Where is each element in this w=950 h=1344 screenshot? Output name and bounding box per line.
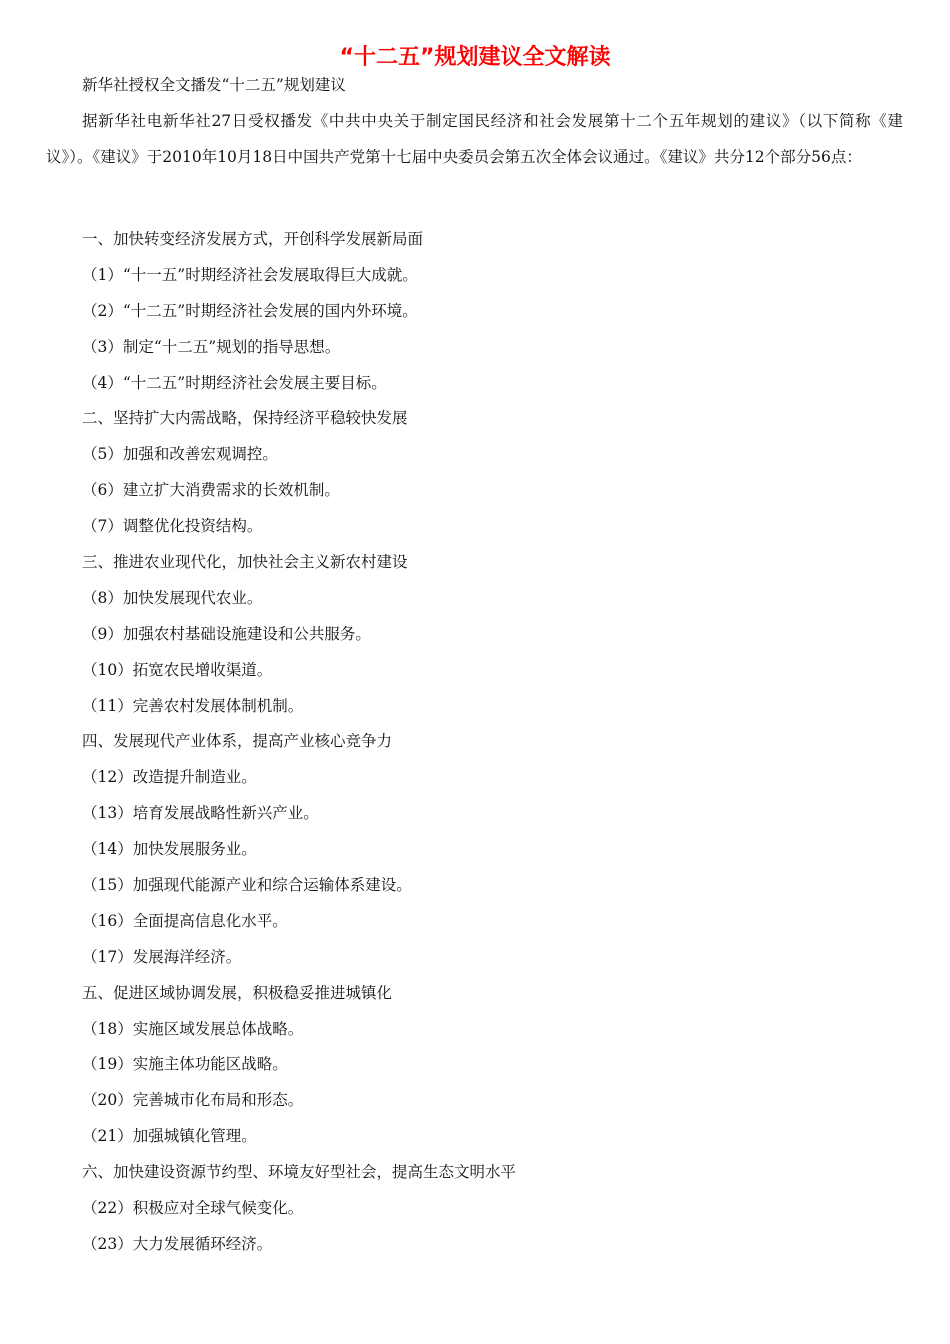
outline-item: （12）改造提升制造业。 [82, 768, 257, 787]
outline-item: （23）大力发展循环经济。 [82, 1234, 273, 1253]
section-heading: 一、加快转变经济发展方式，开创科学发展新局面 [82, 230, 424, 248]
outline-item: （1）“十一五”时期经济社会发展取得巨大成就。 [82, 265, 418, 284]
section-heading: 六、加快建设资源节约型、环境友好型社会，提高生态文明水平 [82, 1163, 517, 1182]
outline-item: （21）加强城镇化管理。 [82, 1127, 257, 1146]
outline-item: （19）实施主体功能区战略。 [82, 1055, 288, 1074]
outline-item: （9）加强农村基础设施建设和公共服务。 [82, 624, 371, 643]
outline-item: （2）“十二五”时期经济社会发展的国内外环境。 [82, 301, 418, 320]
outline-item: （13）培育发展战略性新兴产业。 [82, 804, 319, 823]
document-title: “十二五”规划建议全文解读 [339, 45, 611, 70]
outline-item: （16）全面提高信息化水平。 [82, 911, 288, 930]
outline-item: （4）“十二五”时期经济社会发展主要目标。 [82, 373, 387, 392]
outline-item: （3）制定“十二五”规划的指导思想。 [82, 337, 341, 356]
section-heading: 二、坚持扩大内需战略，保持经济平稳较快发展 [82, 409, 408, 428]
section-heading: 五、促进区域协调发展，积极稳妥推进城镇化 [82, 983, 393, 1002]
outline-item: （20）完善城市化布局和形态。 [82, 1091, 304, 1110]
outline-item: （22）积极应对全球气候变化。 [82, 1199, 304, 1218]
outline-item: （5）加强和改善宏观调控。 [82, 445, 278, 464]
outline-item: （6）建立扩大消费需求的长效机制。 [82, 481, 340, 500]
outline-item: （15）加强现代能源产业和综合运输体系建设。 [82, 876, 412, 895]
section-heading: 四、发展现代产业体系，提高产业核心竞争力 [82, 732, 393, 751]
outline-item: （10）拓宽农民增收渠道。 [82, 660, 273, 679]
outline-item: （8）加快发展现代农业。 [82, 588, 263, 607]
section-heading: 三、推进农业现代化，加快社会主义新农村建设 [82, 553, 408, 572]
outline-item: （14）加快发展服务业。 [82, 840, 257, 859]
outline-item: （17）发展海洋经济。 [82, 947, 242, 966]
intro-paragraph: 据新华社电新华社27日受权播发《中共中央关于制定国民经济和社会发展第十二个五年规划的建议》（以下简称《建议》）。《建议》于2010年10月18日中国共产党第十七届中央委员会第五次全体会议通过。《建议》共分12个部分56点： [46, 112, 903, 166]
outline-item: （11）完善农村发展体制机制。 [82, 696, 304, 715]
document-subtitle: 新华社授权全文播发“十二五”规划建议 [82, 76, 346, 94]
outline-item: （7）调整优化投资结构。 [82, 517, 263, 536]
outline-item: （18）实施区域发展总体战略。 [82, 1019, 304, 1038]
outline-list [0, 223, 950, 1264]
